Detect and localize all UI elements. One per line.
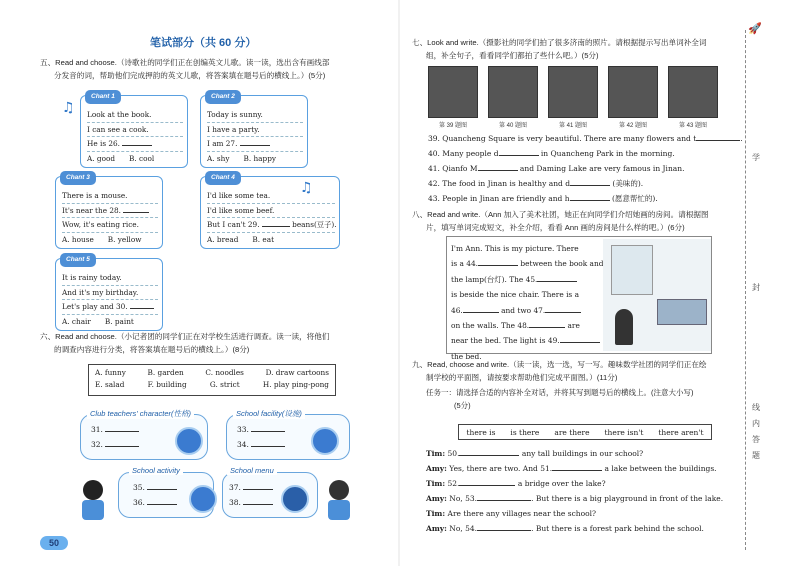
answer-blank-31[interactable] [105, 424, 139, 432]
answer-blank-47[interactable] [545, 305, 581, 313]
photo-caption: 第 40 题图 [498, 123, 527, 129]
chant-tag: Chant 5 [60, 253, 96, 267]
s8-line2: 片，填写单词完成短文，补全介绍，看看 Ann 画的房间是什么样的吧。）(6分) [426, 223, 685, 232]
answer-blank-27[interactable] [240, 138, 270, 146]
option: B. yellow [107, 234, 142, 244]
passage-line: is beside the nice chair. There is a [451, 290, 579, 300]
music-note-icon: ♫ [300, 180, 313, 196]
s7-line1: 七、Look and write.（摄影社的同学们拍了很多济南的照片。请根据提示写出单词补全词 [412, 38, 707, 47]
chant-line: I have a party. [207, 123, 303, 138]
s9-line2: 制学校的平面图，请按要求帮助他们完成平面图。）(11分) [426, 373, 618, 382]
answer-blank-43[interactable] [570, 193, 610, 201]
dialog-text: 50. [447, 449, 460, 458]
answer-blank-33[interactable] [251, 424, 285, 432]
dialog-text: No, 54. [449, 524, 478, 533]
sentence-tail: (愿意帮忙的). [611, 194, 658, 203]
chant-1 [80, 95, 188, 168]
chant-line: And it's my birthday. [62, 286, 158, 301]
dialog-line [426, 521, 704, 536]
answer-blank-29[interactable] [262, 219, 290, 227]
chant-line: It is rainy today. [62, 271, 158, 286]
dialog-line [426, 446, 643, 461]
rocket-icon: 🚀 [748, 22, 762, 35]
section-7-heading [412, 36, 707, 62]
photo-43 [668, 66, 718, 118]
sentence-tail: (美味的). [612, 179, 644, 188]
answer-blank-34[interactable] [251, 439, 285, 447]
option: A. shy [207, 153, 230, 163]
chant-line: There is a mouse. [62, 189, 158, 204]
s6-line1: 六、Read and choose.（小记者团的同学们正在对学校生活进行调查。读一读，将他们 [40, 332, 330, 341]
answer-blank-52[interactable] [459, 478, 515, 486]
s5-line1: 五、Read and choose.（诗歌社的同学们正在创编英文儿歌。读一读，选出含有画线部 [40, 58, 330, 67]
photo-41 [548, 66, 598, 118]
chant-line: I can see a cook. [87, 123, 183, 138]
room-passage-box [446, 236, 712, 361]
option: B. happy [243, 153, 276, 163]
passage-line: near the bed. The light is 49. [451, 336, 560, 346]
word-option: is there [510, 427, 540, 437]
photo-caption: 第 41 题图 [558, 123, 587, 129]
group-club-teachers [80, 409, 208, 460]
dialog-text: Yes, there are two. And 51. [449, 464, 553, 473]
options-box [88, 364, 336, 396]
answer-blank-51[interactable] [552, 463, 602, 471]
s6-line2: 的调查内容进行分类，将答案填在题号后的横线上。）(8分) [54, 345, 250, 354]
option: G. strict [209, 380, 240, 389]
answer-blank-53[interactable] [477, 493, 531, 501]
sentence-43: 43. People in Jinan are friendly and h [428, 194, 570, 203]
option: A. house [62, 234, 94, 244]
sentence-40: 40. Many people d [428, 149, 499, 158]
word-option: there isn't [604, 427, 644, 437]
dialog-text: No, 53. [449, 494, 478, 503]
answer-blank-28[interactable] [123, 205, 149, 213]
q-num: 38. [229, 498, 241, 507]
dialog-text: . But there is a big playground in front of the lake. [531, 494, 724, 503]
dialog-text: Are there any villages near the school? [447, 509, 597, 518]
answer-blank-49[interactable] [560, 335, 600, 343]
chant-line: I'd like some beef. [207, 204, 335, 219]
q-num: 34. [237, 440, 249, 449]
answer-blank-44[interactable] [478, 258, 518, 266]
margin-char: 答 [752, 435, 760, 444]
sentence-42: 42. The food in Jinan is healthy and d [428, 179, 571, 188]
task-score: (5分) [454, 401, 471, 410]
chant-tag: Chant 4 [205, 171, 241, 185]
dialog-text: 52. [447, 479, 460, 488]
sentence-39: 39. Quancheng Square is very beautiful. There are many flowers and t [428, 134, 697, 143]
chant-line: Today is sunny. [207, 108, 303, 123]
dialog-line [426, 506, 596, 521]
group-title: Club teachers' character(性格) [87, 408, 194, 419]
dialog-text: any tall buildings in our school? [521, 449, 644, 458]
option: D. draw cartoons [265, 368, 329, 377]
option: C. noodles [205, 368, 244, 377]
photo-caption: 第 39 题图 [438, 123, 467, 129]
answer-blank-54[interactable] [477, 523, 531, 531]
word-option: there aren't [658, 427, 704, 437]
word-option: there is [466, 427, 496, 437]
margin-char: 内 [752, 419, 760, 428]
s5-line2: 分发音的词，帮助他们完成押韵的英文儿歌，将答案填在题号后的横线上。）(5分) [54, 71, 326, 80]
passage-line: between the book and [520, 259, 604, 269]
option: B. garden [147, 368, 184, 377]
margin-char: 学 [752, 153, 760, 162]
photo-caption: 第 43 题图 [678, 123, 707, 129]
dialog-text: a bridge over the lake? [517, 479, 606, 488]
answer-blank-38[interactable] [243, 497, 273, 505]
chant-line: He is 26. [87, 139, 121, 148]
s8-line1: 八、Read and write.（Ann 加入了美术社团，她正在向同学们介绍她画的房间。请根据图 [412, 210, 709, 219]
page-number: 50 [40, 536, 68, 550]
option: A. funny [95, 368, 126, 377]
passage [451, 241, 603, 364]
answer-blank-26[interactable] [122, 138, 152, 146]
photo-42 [608, 66, 658, 118]
answer-blank-35[interactable] [147, 482, 177, 490]
word-option: are there [554, 427, 590, 437]
chant-tag: Chant 2 [205, 90, 241, 104]
chant-5 [55, 258, 163, 331]
section-9-heading [412, 358, 707, 384]
photo-caption: 第 42 题图 [618, 123, 647, 129]
chant-line: Look at the book. [87, 108, 183, 123]
chant-line: Wow, it's eating rice. [62, 218, 158, 233]
q-num: 33. [237, 425, 249, 434]
margin-char: 线 [752, 403, 760, 412]
s7-line2: 组，补全句子，看看同学们都拍了些什么吧。）(5分) [426, 51, 599, 60]
group-title: School menu [227, 466, 277, 475]
page-title: 笔试部分（共 60 分） [150, 37, 257, 49]
room-illustration [603, 239, 711, 351]
task-text: 任务一：请选择合适的内容补全对话，并将其写到题号后的横线上。(注意大小写) [426, 388, 694, 397]
option: A. chair [62, 316, 91, 326]
task-one [426, 386, 694, 412]
photo-40 [488, 66, 538, 118]
group-school-menu [222, 466, 318, 518]
answer-blank-50[interactable] [459, 448, 519, 456]
margin-char: 题 [752, 451, 760, 460]
window-icon [611, 245, 653, 295]
dialog-line [426, 491, 723, 506]
q-num: 31. [91, 425, 103, 434]
girl-illustration [615, 309, 633, 345]
option: E. salad [95, 380, 125, 389]
option: A. bread [207, 234, 239, 244]
answer-blank-42[interactable] [570, 178, 610, 186]
boy-camera-illustration [324, 480, 354, 522]
answer-blank-41[interactable] [478, 163, 518, 171]
chant-line: Let's play and 30. [62, 302, 128, 311]
section-8-heading [412, 208, 709, 234]
chant-line: I am 27. [207, 139, 238, 148]
chant-3 [55, 176, 163, 249]
q-num: 32. [91, 440, 103, 449]
group-title: School activity [129, 466, 183, 475]
option: B. paint [104, 316, 134, 326]
section-5-heading [40, 56, 329, 82]
answer-blank-30[interactable] [130, 301, 154, 309]
sentence-41: 41. Qianfo M [428, 164, 478, 173]
word-bank [458, 424, 712, 440]
option: F. building [147, 380, 187, 389]
chant-2 [200, 95, 308, 168]
passage-line: on the walls. The 48. [451, 321, 530, 331]
speaker: Tim: [426, 479, 446, 488]
speaker: Tim: [426, 509, 446, 518]
dialog-line [426, 476, 606, 491]
option: B. eat [252, 234, 275, 244]
passage-line: and two 47. [501, 305, 546, 315]
q-num: 35. [133, 483, 145, 492]
section-6-heading [40, 330, 329, 356]
binding-dashed-line [745, 30, 746, 550]
girl-reporter-illustration [78, 480, 108, 522]
bed-icon [657, 299, 707, 325]
smile-icon [175, 427, 203, 455]
dialog-text: . But there is a forest park behind the school. [531, 524, 704, 533]
s9-line1: 九、Read, choose and write.（读一读，选一选，写一写。趣味数学社团的同学们正在绘 [412, 360, 707, 369]
passage-line: is a 44. [451, 259, 479, 269]
answer-blank-32[interactable] [105, 439, 139, 447]
music-note-icon: ♫ [62, 100, 75, 116]
answer-blank-40[interactable] [499, 148, 539, 156]
passage-line: are [567, 321, 580, 331]
photo-39 [428, 66, 478, 118]
group-title: School facility(设施) [233, 408, 305, 419]
sentence-tail: and Daming Lake are very famous in Jinan. [519, 164, 685, 173]
speaker: Amy: [426, 464, 447, 473]
chant-line: But I can't 29. [207, 220, 260, 229]
page-divider [398, 0, 400, 566]
dialog-line [426, 461, 717, 476]
sentence-tail: in Quancheng Park in the morning. [540, 149, 675, 158]
dialog-text: a lake between the buildings. [604, 464, 717, 473]
passage-line: the bed. [451, 351, 482, 361]
passage-line: the lamp(台灯). The 45. [451, 274, 538, 284]
chant-line: beans(豆子). [292, 220, 337, 229]
ping-pong-icon [189, 485, 217, 513]
speaker: Amy: [426, 494, 447, 503]
chant-tag: Chant 3 [60, 171, 96, 185]
answer-blank-45[interactable] [537, 274, 577, 282]
building-icon [311, 427, 339, 455]
option: A. good [87, 153, 116, 163]
answer-blank-36[interactable] [147, 497, 177, 505]
chant-4 [200, 176, 340, 249]
q-num: 36. [133, 498, 145, 507]
passage-line: 46. [451, 305, 463, 315]
option: B. cool [129, 153, 155, 163]
answer-blank-37[interactable] [243, 482, 273, 490]
margin-char: 封 [752, 283, 760, 292]
option: H. play ping-pong [262, 380, 329, 389]
fork-knife-icon [281, 485, 309, 513]
group-school-activity [118, 466, 214, 518]
q-num: 37. [229, 483, 241, 492]
speaker: Tim: [426, 449, 446, 458]
chant-line: It's near the 28. [62, 205, 121, 215]
answer-blank-48[interactable] [529, 320, 565, 328]
chant-tag: Chant 1 [85, 90, 121, 104]
chant-line: I'd like some tea. [207, 189, 335, 204]
speaker: Amy: [426, 524, 447, 533]
answer-blank-39[interactable] [696, 133, 740, 141]
group-school-facility [226, 409, 350, 460]
answer-blank-46[interactable] [463, 305, 499, 313]
passage-line: I'm Ann. This is my picture. There [451, 244, 579, 253]
